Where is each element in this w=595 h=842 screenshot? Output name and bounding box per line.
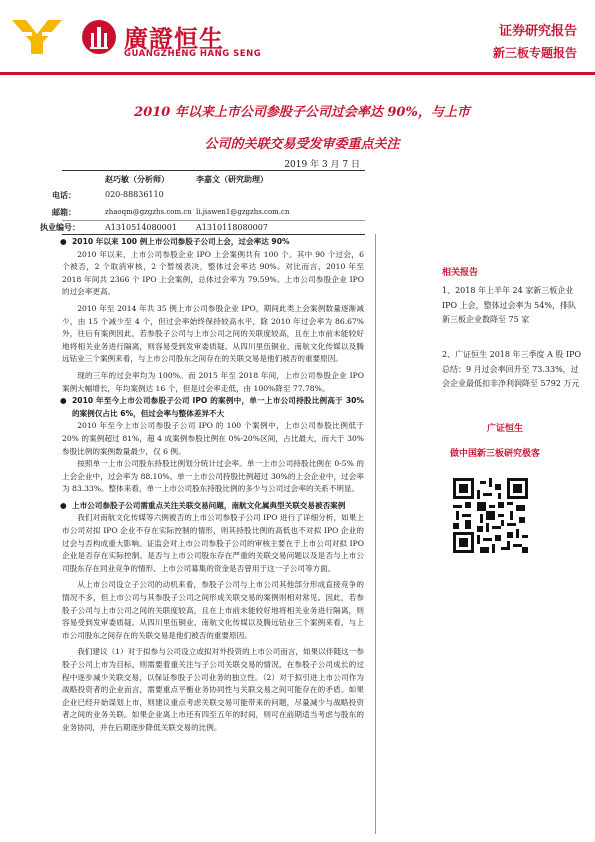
brand-seal-icon <box>82 20 116 54</box>
sidebar-slogan: 做中国新三板研究极客 <box>450 449 541 459</box>
paragraph: 2010 年以来，上市公司参股企业 IPO 上会案例共有 100 个。其中 90 个过会，6 个被否，2 个取消审核，2 个暂缓表决，整体过会率达 90%。对比而言，2010 年至 2018 年间共 2366 个 IPO 上会案例，总体过会率为 79.59%。上市公司参股企业 IPO 的过会率更高。 <box>62 249 364 297</box>
brand-name-en: GUANGZHENG HANG SENG <box>124 49 262 59</box>
related-reports-title: 相关报告 <box>442 268 479 278</box>
paragraph: 我们建议（1）对于拟参与公司设立或拟对外投资的上市公司而言，如果以伴随这一参股子公司上市为目标，则需要着重关注与子公司关联交易的情况，在参股子公司成长的过程中逐步减少关联交易，以保证参股子公司业务的独立性。（2）对于拟引进上市公司作为战略投资者的企业而言，需要重点平衡业务协同性与关联交易之间可能存在的矛盾。如果企业已经开始谋划上市，则建议重点考虑关联交易可能带来的问题，尽量减少与战略投资者之间的业务关联。如果企业离上市还有四至五年的时间，则可在前期适当考虑与股东的业务协同，并在后期逐步降低关联交易的比例。 <box>62 647 364 732</box>
sidebar-divider <box>375 234 376 834</box>
author2: 李嘉文（研究助理） <box>196 174 268 184</box>
report-type: 证券研究报告 <box>498 24 577 39</box>
email1[interactable]: zhaoqm@gzgzhs.com.cn <box>105 208 192 216</box>
paragraph: 现的三年的过会率均为 100%。而 2015 年至 2018 年间，上市公司参股企业 IPO 案例大幅增长，年均案例达 16 个，但是过会率走低，由 100%降至 77.78%。 <box>62 370 364 393</box>
related-report-2[interactable]: 2、广证恒生 2018 年三季度 A 股 IPO 总结：9 月过会率回升至 73.33%，过会企业最低扣非净利润降至 5792 万元 <box>442 350 582 388</box>
email2[interactable]: li.jiawen1@gzgzhs.com.cn <box>196 208 290 216</box>
report-title-line2: 公司的关联交易受发审委重点关注 <box>204 137 400 152</box>
report-series: 新三板专题报告 <box>492 46 577 60</box>
report-date: 2019 年 3 月 7 日 <box>284 160 360 170</box>
paragraph: 2010 年至今上市公司参股子公司 IPO 的 100 个案例中，上市公司参股比例低于 20% 的案例超过 81%，超 4 成案例参股比例在 0%-20%区间，占比最大，而大于 30%参股比例的案例数量最少，仅 6 例。 <box>62 421 364 456</box>
header-divider <box>0 72 595 75</box>
section-heading: ● 上市公司参股子公司需重点关注关联交易问题，南航文化属典型关联交易被否案例 <box>60 500 346 510</box>
phone-label: 电话： <box>52 191 76 200</box>
sidebar-brand-title: 广证恒生 <box>487 424 524 434</box>
related-report-1[interactable]: 1、2018 年上半年 24 家新三板企业 IPO 上会，整体过会率为 54%，排队新三板企业数降至 75 家 <box>442 286 576 324</box>
paragraph: 2010 年至 2014 年共 35 例上市公司参股企业 IPO，期间此类上会案例数量逐渐减少，由 15 个减少至 4 个，但过会率始终保持较高水平，除 2010 年过会率为 86.67%外，往后有案例因此，若参股子公司与上市公司之间的关联度较高，且在上市前未能较好地将相关业务进行隔离，则容易受到发审委质疑。从四川里伍铜业、南航文化传媒以及腾远钴业三个案例来看，与上市公司股东之间存在的关联交易是他们被否的重要原因。 <box>62 303 364 364</box>
license-rule <box>62 234 365 235</box>
brand-name-cn: 廣證恒生 <box>124 25 224 53</box>
paragraph: 我们对南航文化传媒等六例被否的上市公司参股子公司 IPO 进行了详细分析，如果上市公司对拟 IPO 企业不存在实际控制的情形，则其持股比例的高低也不对拟 IPO 企业的过会与否构成重大影响。证监会对上市公司参股子公司的审核主要在于上市公司对拟 IPO 企业是否存在实际控制、是否与上市公司股东存在严重的关联交易问题以及是否与上市公司股东存在同业竞争的情形、上市公司募集的资金是否曾用于这一子公司等方面。 <box>62 513 364 573</box>
email-label: 邮箱： <box>52 208 76 217</box>
paragraph: 按照单一上市公司股东持股比例划分统计过会率。单一上市公司持股比例在 0-5% 的上会企业中，过会率为 88.10%。单一上市公司持股比例超过 30%的上会企业中，过会率为 83.33%。整体来看，单一上市公司股东持股比例的多少与公司过会率的关系不明显。 <box>62 459 364 494</box>
license-label: 执业编号： <box>40 223 80 232</box>
section-heading: ● 2010 年至今上市公司参股子公司 IPO 的案例中，单一上市公司持股比例高于 30% 的案例仅占比 6%，但过会率与整体差异不大 <box>60 396 364 418</box>
title-rule <box>62 170 365 171</box>
author1: 赵巧敏（分析师） <box>105 174 169 184</box>
license2: A1310118080007 <box>196 223 268 232</box>
license1: A1310514080001 <box>105 223 177 232</box>
phone-value: 020-88836110 <box>105 190 164 199</box>
paragraph: 从上市公司设立子公司的动机来看，参股子公司与上市公司其他部分形成直接竞争的情况不多，但上市公司与其参股子公司之间形成关联交易的案例则相对常见。因此，若参股子公司与上市公司之间的关联度较高，且在上市前未能较好地将相关业务进行隔离，则容易受到发审委质疑。从四川里伍铜业、南航文化传媒以及腾远钴业三个案例来看，与上市公司股东之间存在的关联交易是他们被否的重要原因。 <box>62 580 364 640</box>
section-heading: ● 2010 年以来 100 例上市公司参股子公司上会，过会率达 90% <box>60 237 290 246</box>
report-title-line1: 2010 年以来上市公司参股子公司过会率达 90%，与上市 <box>134 105 470 120</box>
qr-code-icon[interactable] <box>453 478 528 553</box>
logo-mark-icon <box>12 18 62 56</box>
author-rule <box>62 220 365 221</box>
report-body <box>62 236 364 735</box>
